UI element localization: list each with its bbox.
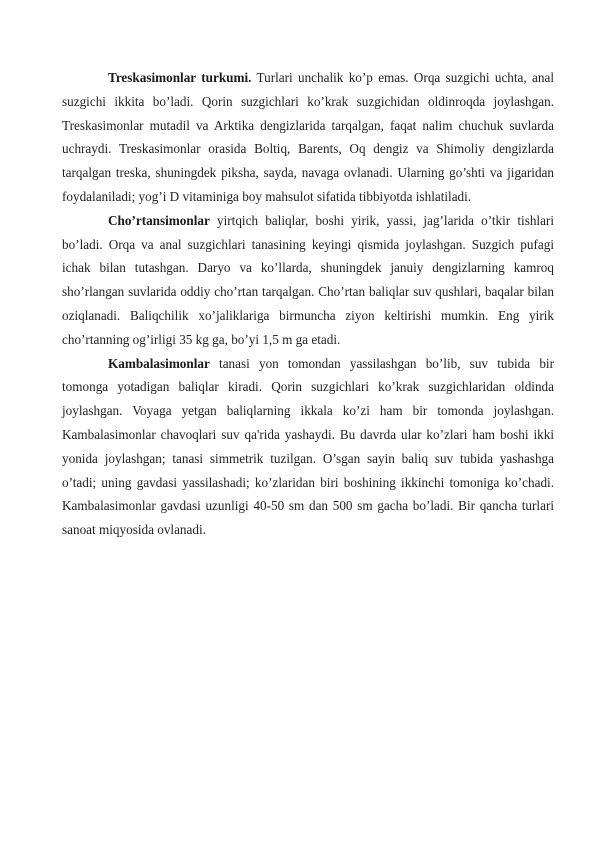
paragraph-treskasimonlar bbox=[62, 66, 554, 209]
paragraph-term: Treskasimonlar turkumi. bbox=[108, 70, 252, 85]
paragraph-chortansimonlar bbox=[62, 209, 554, 352]
paragraph-term: Cho’rtansimonlar bbox=[108, 212, 210, 228]
paragraph-text: Turlari unchalik ko’p emas. Orqa suzgichi uchta, anal suzgichi ikkita bo’ladi. Qorin suzgichlari ko’krak suzgichidan oldinroqda joylashgan. Treskasimonlar mutadil va Arktika dengizlarida tarqalgan, faqat nalim chuchuk suvlarda uchraydi. Treskasimonlar orasida Boltiq, Barents, Oq dengiz va Shimoliy dengizlarda tarqalgan treska, shuningdek piksha, sayda, navaga ovlanadi. Ularning go’shti va jigaridan foydalaniladi; yog’i D vitaminiga boy mahsulot sifatida tibbiyotda ishlatiladi. bbox=[62, 70, 554, 204]
paragraph-term: Kambalasimonlar bbox=[108, 355, 210, 371]
paragraph-text: tanasi yon tomondan yassilashgan bo’lib, suv tubida bir tomonga yotadigan baliqlar kiradi. Qorin suzgichlari ko’krak suzgichlaridan oldinda joylashgan. Voyaga yetgan baliqlarning ikkala ko’zi ham bir tomonda joylashgan. Kambalasimonlar chavoqlari suv qa'rida yashaydi. Bu davrda ular ko’zlari ham boshi ikki yonida joylashgan; tanasi simmetrik tuzilgan. O’sgan sayin baliq suv tubida yashashga o’tadi; uning gavdasi yassilashadi; ko’zlaridan biri boshining ikkinchi tomoniga ko’chadi. Kambalasimonlar gavdasi uzunligi 40-50 sm dan 500 sm gacha bo’ladi. Bir qancha turlari sanoat miqyosida ovlanadi. bbox=[62, 355, 554, 538]
paragraph-kambalasimonlar bbox=[62, 352, 554, 542]
document-body bbox=[62, 66, 554, 542]
paragraph-text: yirtqich baliqlar, boshi yirik, yassi, jag’larida o’tkir tishlari bo’ladi. Orqa va anal suzgichlari tanasining keyingi qismida joylashgan. Suzgich pufagi ichak bilan tutashgan. Daryo va ko’llarda, shuningdek januiy dengizlarning kamroq sho’rlangan suvlarida oddiy cho’rtan tarqalgan. Cho’rtan baliqlar suv qushlari, baqalar bilan oziqlanadi. Baliqchilik xo’jaliklariga birmuncha ziyon keltirishi mumkin. Eng yirik cho’rtanning og’irligi 35 kg ga, bo’yi 1,5 m ga etadi. bbox=[62, 212, 554, 347]
